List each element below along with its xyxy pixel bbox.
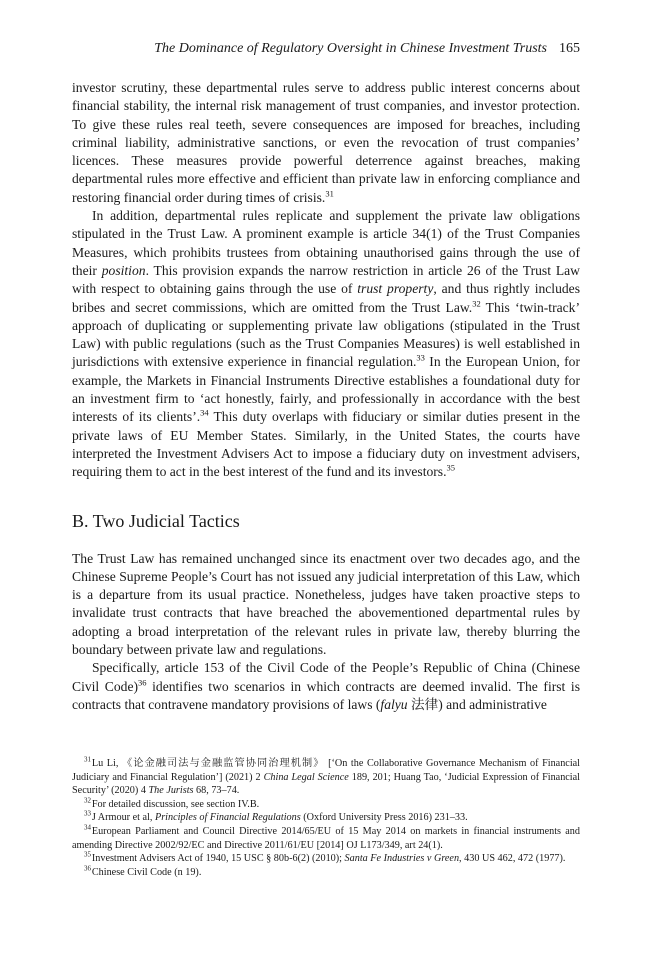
- paragraph-2: In addition, departmental rules replicate and supplement the private law obligations stipulated in the Trust Law. A prominent example is article 34(1) of the Trust Companies Measures, which prohibits trustees from obtaining unauthorised gains through the use of their position. This provision expands the narrow restriction in article 26 of the Trust Law with respect to obtaining gains through the use of trust property, and thus rightly includes bribes and secret commissions, which are omitted from the Trust Law.$^{32}$ This ‘twin-track’ approach of duplicating or supplementing private law obligations (stipulated in the Trust Law) with public regulations (such as the Trust Companies Measures) is well established in jurisdictions with extensive experience in financial regulation.$^{33}$ In the European Union, for example, the Markets in Financial Instruments Directive establishes a foundational duty for an investment firm to ‘act honestly, fairly, and professionally in accordance with the best interests of its clients’.$^{34}$ This duty overlaps with fiduciary or similar duties present in the private laws of EU Member States. Similarly, in the United States, the courts have interpreted the Investment Advisers Act to impose a fiduciary duty on investment advisers, requiring them to act in the best interest of the fund and its investors.$^{35}$: [72, 208, 581, 480]
- footnote-34: $^{34}$ European Parliament and Council Directive 2014/65/EU of 15 May 2014 on markets in financial instruments and amending Directive 2002/92/EC and Directive 2011/61/EU [2014] OJ L173/349, art 24(1).: [72, 823, 580, 851]
- footnote-35: $^{35}$ Investment Advisers Act of 1940, 15 USC § 80b-6(2) (2010); Santa Fe Industries v Green, 430 US 462, 472 (1977).: [84, 850, 566, 865]
- paragraph-3: The Trust Law has remained unchanged since its enactment over two decades ago, and the Chinese Supreme People’s Court has not issued any judicial interpretation of this Law, which is a departure from its usual practice. Nonetheless, judges have taken proactive steps to invalidate trust contracts that have breached the abovementioned departmental rules by adopting a broad interpretation of the relevant rules in private law, thereby blurring the boundary between private law and regulations.: [72, 550, 580, 658]
- footnotes: [72, 757, 580, 879]
- footnote-ref: 32: [472, 298, 481, 309]
- main-text: [72, 79, 580, 714]
- footnote-ref: 33: [416, 352, 425, 363]
- footnote-ref: 36: [138, 677, 147, 688]
- footnote-33: $^{33}$ J Armour et al, Principles of Financial Regulations (Oxford University Press 2016) 231–33.: [84, 809, 468, 824]
- paragraph-4: Specifically, article 153 of the Civil Code of the People’s Republic of China (Chinese Civil Code)$^{36}$ identifies two scenarios in which contracts are deemed invalid. The first is contracts that contravene mandatory provisions of laws (falyu 法律) and administrative: [72, 660, 580, 712]
- footnote-31: $^{31}$ Lu Li, 《论金融司法与金融监管协同治理机制》 [‘On the Collaborative Governance Mechanism of Financial Judiciary and Financial Regulation’] (2021) 2 China Legal Science 189, 201; Huang Tao, ‘Judicial Expression of Financial Security’ (2020) 4 The Jurists 68, 73–74.: [72, 755, 580, 797]
- section-heading: B. Two Judicial Tactics: [72, 510, 240, 531]
- running-title: The Dominance of Regulatory Oversight in Chinese Investment Trusts: [154, 41, 547, 56]
- page-number: 165: [559, 41, 580, 56]
- paragraph-1: investor scrutiny, these departmental rules serve to address public interest concerns about financial stability, the internal risk management of trust companies, and investor protection. To give these rules real teeth, severe consequences are imposed for breaches, including criminal liability, administrative sanctions, or even the revocation of trust companies’ licences. These measures provide powerful deterrence against breaches, making departmental rules more effective and efficient than private law in enforcing compliance and restoring financial order during times of crisis.$^{31}$: [72, 80, 580, 205]
- footnote-ref: 31: [325, 188, 334, 199]
- footnote-ref: 35: [446, 462, 455, 473]
- footnote-ref: 34: [200, 407, 209, 418]
- running-header: [72, 40, 580, 58]
- footnote-36: $^{36}$ Chinese Civil Code (n 19).: [84, 864, 202, 878]
- footnote-32: $^{32}$ For detailed discussion, see section IV.B.: [84, 796, 260, 810]
